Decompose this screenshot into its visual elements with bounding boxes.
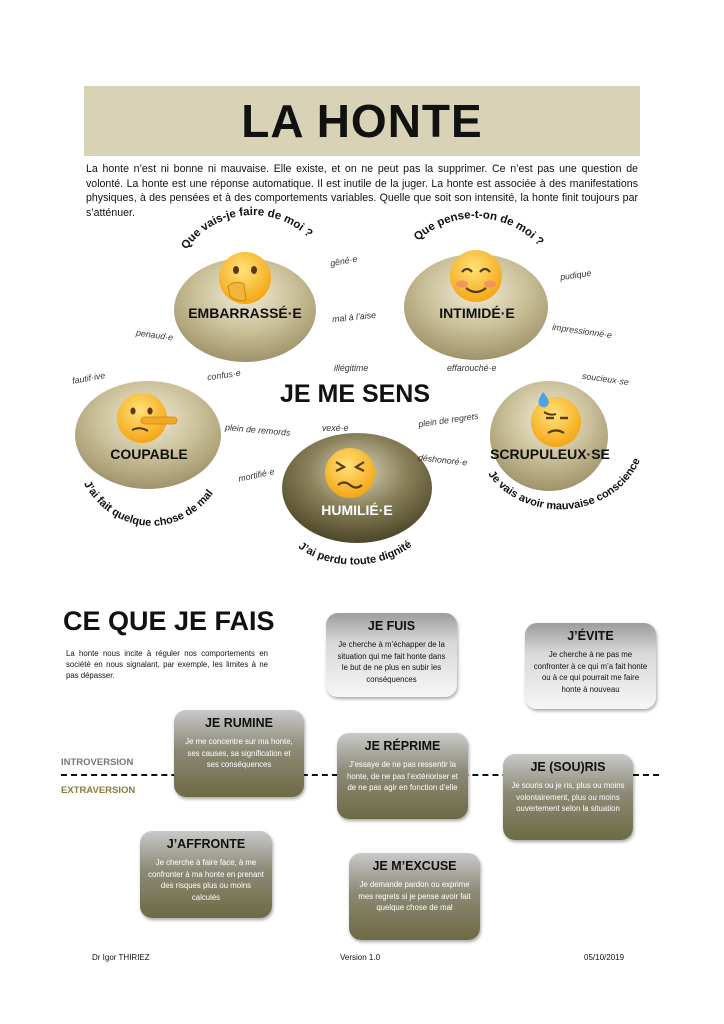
arc-text-coupable: J’ai fait quelque chose de mal	[81, 478, 216, 529]
word-vexe: vexé·e	[322, 423, 349, 433]
action-box-j-evite	[525, 623, 656, 709]
action-title: J’ÉVITE	[567, 629, 614, 643]
extraversion-label: EXTRAVERSION	[61, 785, 136, 796]
emotion-label-intimide: INTIMIDÉ·E	[439, 305, 515, 321]
hand-over-mouth-face-icon	[219, 252, 271, 304]
section-title: CE QUE JE FAIS	[63, 606, 275, 636]
action-box-je-rumine	[174, 710, 304, 797]
smiling-blushing-face-icon	[450, 250, 502, 302]
center-title: JE ME SENS	[279, 380, 431, 408]
arc-text-intimide: Que pense-t-on de moi ?	[411, 209, 546, 249]
action-text: Je me concentre sur ma honte, ses causes, sa signification et ses conséquences	[185, 737, 293, 770]
word-effarouche: effarouché·e	[447, 363, 497, 373]
word-mortifie: mortifié·e	[237, 466, 276, 484]
action-box-je-m-excuse	[349, 853, 480, 940]
action-box-je-souris	[503, 754, 633, 840]
action-title: JE RUMINE	[204, 716, 274, 730]
footer-date: 05/10/2019	[584, 953, 625, 962]
emotion-label-humilie: HUMILIÉ·E	[321, 502, 393, 518]
action-title: JE M’EXCUSE	[372, 859, 457, 873]
word-gene: gêné·e	[329, 253, 359, 269]
word-illegitime: illégitime	[334, 363, 369, 373]
action-box-j-affronte	[140, 831, 272, 918]
word-soucieux: soucieux·se	[581, 370, 630, 388]
emotion-label-embarrasse: EMBARRASSÉ·E	[188, 305, 302, 321]
action-box-je-fuis	[326, 613, 457, 697]
emotion-label-coupable: COUPABLE	[110, 446, 188, 462]
word-confus: confus·e	[206, 367, 242, 383]
word-plein-de-regrets: plein de regrets	[417, 410, 480, 430]
action-text: J’essaye de ne pas ressentir la honte, de ne pas l’extérioriser et de ne pas agir en fonction d’elle	[347, 760, 458, 793]
word-pudique: pudique	[559, 267, 592, 283]
action-title: JE FUIS	[367, 619, 416, 633]
section-text: La honte nous incite à réguler nos comportements en société en nous signalant, par exemple, les limites à ne pas dépasser.	[66, 649, 268, 680]
arc-text-scrupuleux: Je vais avoir mauvaise conscience	[485, 456, 643, 513]
action-title: JE (SOU)RIS	[530, 760, 606, 774]
footer-author: Dr Igor THIRIEZ	[92, 953, 150, 962]
action-text: Je demande pardon ou exprime mes regrets si je pense avoir fait quelque chose de mal	[358, 880, 471, 913]
word-mal-a-laise: mal à l’aise	[331, 309, 377, 325]
intro-paragraph: La honte n’est ni bonne ni mauvaise. Elle existe, et on ne peut pas la supprimer. Ce n’est pas une question de volonté. La honte est une réponse automatique. Il est inutile de la juger. La honte est associée à des manifestations physiques, à des pensées et à des comportements variables. Quelle que soit son intensité, la honte finit toujours par s’atténuer.	[86, 163, 638, 219]
action-text: Je cherche à m’échapper de la situation qui me fait honte dans le but de ne plus en subir les conséquences	[337, 640, 446, 684]
emotion-label-scrupuleux: SCRUPULEUX·SE	[490, 446, 610, 462]
action-text: Je cherche à faire face, à me confronter à ma honte en prenant des risques plus ou moins calculés	[148, 858, 264, 902]
arc-text-humilie: J’ai perdu toute dignité	[296, 538, 414, 568]
word-plein-de-remords: plein de remords	[224, 422, 291, 438]
action-text: Je souris ou je ris, plus ou moins volontairement, plus ou moins ouvertement selon la situation	[511, 781, 625, 814]
action-box-je-reprime	[337, 733, 468, 819]
arc-text-embarrasse: Que vais-je faire de moi ?	[179, 205, 315, 252]
footer-version: Version 1.0	[340, 953, 381, 962]
persevering-face-icon	[325, 448, 375, 498]
introversion-label: INTROVERSION	[61, 757, 134, 768]
action-title: JE RÉPRIME	[364, 739, 441, 753]
word-deshonore: déshonoré·e	[417, 452, 468, 468]
word-impressionne: impressionné·e	[551, 321, 613, 341]
page-title: LA HONTE	[241, 95, 483, 147]
action-text: Je cherche à ne pas me confronter à ce qui m’a fait honte ou à ce qui pourrait me faire honte à nouveau	[533, 650, 648, 694]
word-fautif: fautif·ive	[71, 370, 106, 386]
word-penaud: penaud·e	[135, 327, 174, 343]
action-title: J’AFFRONTE	[166, 837, 246, 851]
